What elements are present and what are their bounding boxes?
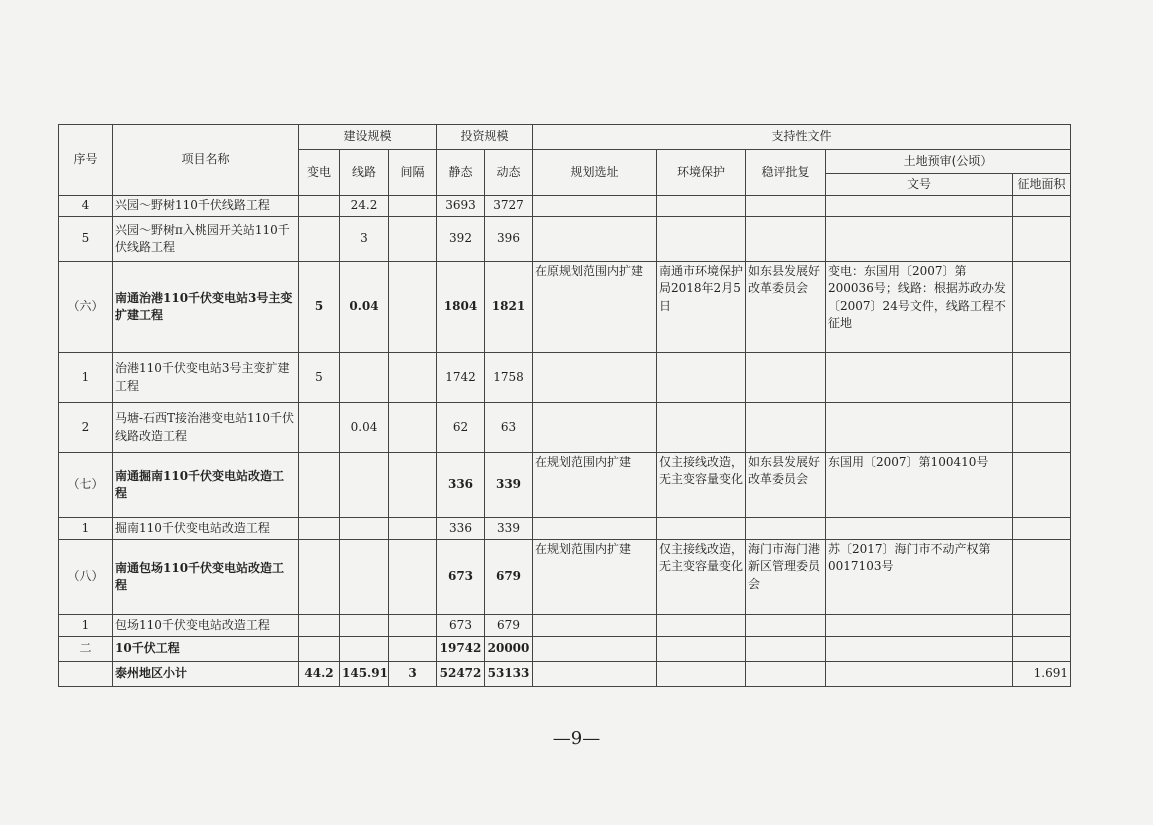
cell-stability xyxy=(746,662,826,687)
cell-name: 马塘-石西T接治港变电站110千伏线路改造工程 xyxy=(113,403,299,453)
cell-name: 南通治港110千伏变电站3号主变扩建工程 xyxy=(113,262,299,353)
cell-planning: 在规划范围内扩建 xyxy=(533,453,657,518)
cell-substation xyxy=(299,615,340,637)
cell-substation: 5 xyxy=(299,353,340,403)
cell-line: 24.2 xyxy=(340,196,389,217)
cell-substation xyxy=(299,403,340,453)
cell-name: 10千伏工程 xyxy=(113,637,299,662)
table-row xyxy=(59,662,1071,687)
header-land: 土地预审(公顷） xyxy=(826,150,1071,174)
table-row xyxy=(59,518,1071,540)
cell-substation: 44.2 xyxy=(299,662,340,687)
cell-bay xyxy=(389,196,437,217)
cell-seq: （六） xyxy=(59,262,113,353)
cell-static: 336 xyxy=(437,453,485,518)
header-environment: 环境保护 xyxy=(657,150,746,196)
cell-stability xyxy=(746,353,826,403)
table-row xyxy=(59,403,1071,453)
cell-planning xyxy=(533,217,657,262)
page-number: —9— xyxy=(552,728,601,749)
cell-seq: 1 xyxy=(59,353,113,403)
cell-name: 兴园～野树π入桃园开关站110千伏线路工程 xyxy=(113,217,299,262)
cell-seq xyxy=(59,662,113,687)
header-seq: 序号 xyxy=(59,125,113,196)
cell-bay xyxy=(389,217,437,262)
cell-dynamic: 339 xyxy=(485,518,533,540)
cell-name: 治港110千伏变电站3号主变扩建工程 xyxy=(113,353,299,403)
table-row xyxy=(59,540,1071,615)
cell-bay xyxy=(389,453,437,518)
cell-line: 0.04 xyxy=(340,403,389,453)
header-support-docs: 支持性文件 xyxy=(533,125,1071,150)
header-dynamic: 动态 xyxy=(485,150,533,196)
cell-dynamic: 3727 xyxy=(485,196,533,217)
cell-bay xyxy=(389,518,437,540)
cell-planning xyxy=(533,403,657,453)
cell-area xyxy=(1013,637,1071,662)
cell-environment xyxy=(657,196,746,217)
cell-bay xyxy=(389,353,437,403)
cell-environment: 仅主接线改造，无主变容量变化 xyxy=(657,540,746,615)
header-planning: 规划选址 xyxy=(533,150,657,196)
cell-dynamic: 339 xyxy=(485,453,533,518)
cell-name: 南通掘南110千伏变电站改造工程 xyxy=(113,453,299,518)
cell-seq: 1 xyxy=(59,518,113,540)
cell-line xyxy=(340,353,389,403)
cell-static: 19742 xyxy=(437,637,485,662)
cell-line xyxy=(340,540,389,615)
cell-stability xyxy=(746,615,826,637)
cell-doc-no xyxy=(826,662,1013,687)
cell-area xyxy=(1013,403,1071,453)
cell-static: 62 xyxy=(437,403,485,453)
cell-dynamic: 20000 xyxy=(485,637,533,662)
cell-planning: 在规划范围内扩建 xyxy=(533,540,657,615)
cell-doc-no xyxy=(826,615,1013,637)
cell-line xyxy=(340,637,389,662)
cell-static: 392 xyxy=(437,217,485,262)
cell-static: 673 xyxy=(437,615,485,637)
cell-substation xyxy=(299,196,340,217)
cell-doc-no xyxy=(826,403,1013,453)
cell-environment: 南通市环境保护局2018年2月5日 xyxy=(657,262,746,353)
project-table xyxy=(58,124,1071,687)
cell-stability xyxy=(746,196,826,217)
cell-seq: （八） xyxy=(59,540,113,615)
header-build-scale: 建设规模 xyxy=(299,125,437,150)
cell-environment xyxy=(657,217,746,262)
cell-doc-no xyxy=(826,518,1013,540)
cell-area: 1.691 xyxy=(1013,662,1071,687)
header-invest-scale: 投资规模 xyxy=(437,125,533,150)
cell-stability xyxy=(746,403,826,453)
header-land-area: 征地面积 xyxy=(1013,174,1071,196)
table-row xyxy=(59,353,1071,403)
cell-stability: 如东县发展好改革委员会 xyxy=(746,262,826,353)
cell-planning xyxy=(533,353,657,403)
cell-static: 3693 xyxy=(437,196,485,217)
cell-seq: （七） xyxy=(59,453,113,518)
cell-area xyxy=(1013,196,1071,217)
cell-stability xyxy=(746,217,826,262)
cell-dynamic: 53133 xyxy=(485,662,533,687)
cell-dynamic: 1758 xyxy=(485,353,533,403)
header-static: 静态 xyxy=(437,150,485,196)
cell-area xyxy=(1013,518,1071,540)
cell-doc-no: 变电：东国用〔2007〕第200036号；线路：根据苏政办发〔2007〕24号文件，线路工程不征地 xyxy=(826,262,1013,353)
cell-static: 52472 xyxy=(437,662,485,687)
cell-environment xyxy=(657,518,746,540)
cell-substation xyxy=(299,217,340,262)
cell-doc-no xyxy=(826,637,1013,662)
table-row xyxy=(59,615,1071,637)
cell-bay xyxy=(389,637,437,662)
cell-bay xyxy=(389,615,437,637)
cell-name: 掘南110千伏变电站改造工程 xyxy=(113,518,299,540)
cell-substation: 5 xyxy=(299,262,340,353)
table-row xyxy=(59,217,1071,262)
cell-planning xyxy=(533,637,657,662)
cell-dynamic: 396 xyxy=(485,217,533,262)
cell-dynamic: 63 xyxy=(485,403,533,453)
cell-dynamic: 679 xyxy=(485,540,533,615)
cell-area xyxy=(1013,540,1071,615)
table-row xyxy=(59,453,1071,518)
cell-static: 1804 xyxy=(437,262,485,353)
cell-doc-no: 苏〔2017〕海门市不动产权第0017103号 xyxy=(826,540,1013,615)
cell-planning xyxy=(533,662,657,687)
cell-name: 泰州地区小计 xyxy=(113,662,299,687)
cell-stability: 海门市海门港新区管理委员会 xyxy=(746,540,826,615)
cell-area xyxy=(1013,262,1071,353)
cell-stability xyxy=(746,518,826,540)
cell-stability xyxy=(746,637,826,662)
cell-substation xyxy=(299,637,340,662)
cell-static: 336 xyxy=(437,518,485,540)
cell-seq: 5 xyxy=(59,217,113,262)
cell-seq: 4 xyxy=(59,196,113,217)
cell-planning: 在原规划范围内扩建 xyxy=(533,262,657,353)
cell-line: 3 xyxy=(340,217,389,262)
cell-name: 包场110千伏变电站改造工程 xyxy=(113,615,299,637)
cell-substation xyxy=(299,518,340,540)
cell-line xyxy=(340,453,389,518)
table-row xyxy=(59,196,1071,217)
cell-area xyxy=(1013,217,1071,262)
cell-seq: 二 xyxy=(59,637,113,662)
cell-planning xyxy=(533,518,657,540)
cell-static: 1742 xyxy=(437,353,485,403)
cell-name: 南通包场110千伏变电站改造工程 xyxy=(113,540,299,615)
cell-environment xyxy=(657,615,746,637)
cell-dynamic: 679 xyxy=(485,615,533,637)
cell-stability: 如东县发展好改革委员会 xyxy=(746,453,826,518)
cell-doc-no: 东国用〔2007〕第100410号 xyxy=(826,453,1013,518)
cell-planning xyxy=(533,615,657,637)
cell-doc-no xyxy=(826,196,1013,217)
cell-line xyxy=(340,615,389,637)
cell-area xyxy=(1013,453,1071,518)
cell-line xyxy=(340,518,389,540)
table-row xyxy=(59,262,1071,353)
cell-area xyxy=(1013,353,1071,403)
header-bay: 间隔 xyxy=(389,150,437,196)
cell-static: 673 xyxy=(437,540,485,615)
table-row xyxy=(59,637,1071,662)
header-doc-no: 文号 xyxy=(826,174,1013,196)
cell-environment xyxy=(657,403,746,453)
cell-environment xyxy=(657,353,746,403)
cell-area xyxy=(1013,615,1071,637)
header-name: 项目名称 xyxy=(113,125,299,196)
cell-bay xyxy=(389,403,437,453)
header-stability: 稳评批复 xyxy=(746,150,826,196)
cell-substation xyxy=(299,453,340,518)
cell-doc-no xyxy=(826,353,1013,403)
cell-doc-no xyxy=(826,217,1013,262)
cell-bay: 3 xyxy=(389,662,437,687)
cell-name: 兴园～野树110千伏线路工程 xyxy=(113,196,299,217)
header-substation: 变电 xyxy=(299,150,340,196)
cell-bay xyxy=(389,540,437,615)
cell-seq: 1 xyxy=(59,615,113,637)
cell-planning xyxy=(533,196,657,217)
cell-line: 145.91 xyxy=(340,662,389,687)
cell-bay xyxy=(389,262,437,353)
cell-environment: 仅主接线改造，无主变容量变化 xyxy=(657,453,746,518)
cell-environment xyxy=(657,637,746,662)
header-line: 线路 xyxy=(340,150,389,196)
cell-environment xyxy=(657,662,746,687)
cell-line: 0.04 xyxy=(340,262,389,353)
cell-seq: 2 xyxy=(59,403,113,453)
cell-dynamic: 1821 xyxy=(485,262,533,353)
cell-substation xyxy=(299,540,340,615)
